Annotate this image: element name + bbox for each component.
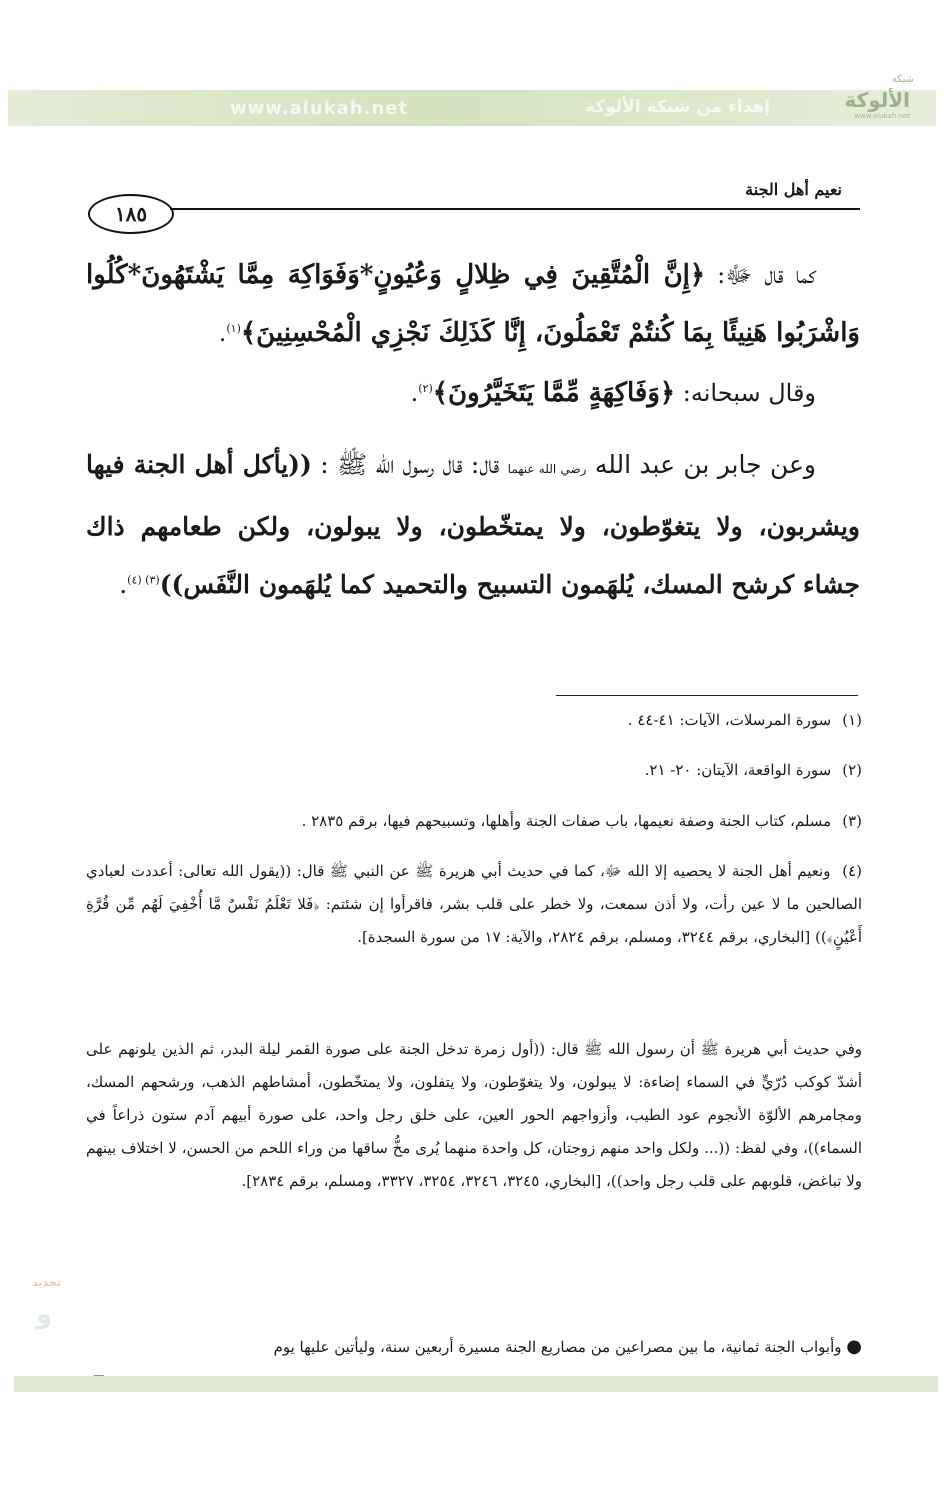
watermark-top-text: تجديد bbox=[32, 1276, 61, 1289]
bullet-icon: ● bbox=[846, 1336, 862, 1357]
quran-verse-1: ﴿إِنَّ الْمُتَّقِينَ فِي ظِلالٍ وَعُيُونٍ*وَفَوَاكِهَ مِمَّا يَشْتَهُونَ*كُلُوا وَاشْرَبُوا هَنِيئًا بِمَا كُنتُمْ تَعْمَلُونَ، إِنَّا كَذَلِكَ نَجْزِي الْمُحْسِنِينَ﴾ bbox=[86, 260, 860, 348]
p3-mid: قال: قال رسول الله ﷺ : bbox=[311, 450, 508, 479]
footnote-2 bbox=[86, 754, 862, 787]
p3-lead: وعن جابر بن عبد الله bbox=[586, 450, 816, 479]
hadith-text: ((يأكل أهل الجنة فيها ويشربون، ولا يتغوّطون، ولا يمتخّطون، ولا يبولون، ولكن طعامهم ذاك جشاء كرشح المسك، يُلهَمون التسبيح والتحميد كما يُلهَمون النَّفَس)) bbox=[86, 450, 860, 599]
header-rule bbox=[170, 208, 860, 210]
p2-lead: وقال سبحانه: bbox=[675, 379, 816, 407]
footnote-2-text: سورة الواقعة، الآيتان: ٢٠- ٢١. bbox=[644, 761, 832, 779]
site-banner bbox=[8, 74, 936, 126]
running-title: نعيم أهل الجنة bbox=[745, 180, 842, 199]
footnote-2-number: (٢) bbox=[842, 761, 862, 779]
footnote-ref-1: (١) bbox=[226, 322, 241, 335]
footnote-separator bbox=[556, 695, 858, 696]
watermark-logo bbox=[26, 1276, 90, 1368]
p1-lead: كما قال ﷻ: bbox=[705, 261, 816, 289]
footnote-bullet-text: وأبواب الجنة ثمانية، ما بين مصراعين من مصاريع الجنة مسيرة أربعين سنة، وليأتين عليها يوم bbox=[273, 1338, 842, 1356]
footnote-1 bbox=[86, 704, 862, 737]
footnote-3-number: (٣) bbox=[842, 812, 862, 830]
footnote-4 bbox=[86, 855, 862, 954]
bottom-band bbox=[14, 1376, 938, 1392]
footnote-bullet-item bbox=[86, 1330, 862, 1364]
footnote-3 bbox=[86, 805, 862, 838]
p3-end: . bbox=[119, 570, 128, 599]
alukah-logo bbox=[832, 74, 924, 124]
footnote-4-continued bbox=[86, 1033, 862, 1198]
p1-end: . bbox=[218, 319, 227, 347]
footnote-4-continued-text: وفي حديث أبي هريرة ﷺ أن رسول الله ﷺ قال: ((أول زمرة تدخل الجنة على صورة القمر ليلة البدر، ثم الذين يلونهم على أشدّ كوكب دُرّيٍّ في السماء إضاءة: لا يبولون، ولا يتغوّطون، ولا يتفلون، ولا يمتخّطون، أمشاطهم الذهب، ورشحهم المسك، ومجامرهم الألوّة الأنجوم عود الطيب، وأزواجهم الحور العين، على خلق رجل واحد، على صورة أبيهم آدم ستون ذراعاً في السماء))، وفي لفظ: ((... ولكل واحد منهم زوجتان، كل واحدة منهما يُرى مخُّ ساقها من وراء اللحم من الحسن، لا اختلاف بينهم ولا تباغض، قلوبهم على قلب رجل واحد))، [البخاري، ٣٢٤٥، ٣٢٤٦، ٣٢٥٤، ٣٣٢٧، ومسلم، برقم ٢٨٣٤]. bbox=[86, 1040, 862, 1190]
logo-word: الألوكة bbox=[844, 88, 910, 112]
p2-end: . bbox=[410, 379, 419, 407]
page-number: ١٨٥ bbox=[88, 194, 174, 234]
paragraph-1 bbox=[86, 246, 860, 362]
footnote-4-text: ونعيم أهل الجنة لا يحصيه إلا الله ﷻ، كما في حديث أبي هريرة ﷺ عن النبي ﷺ قال: ((يقول الله تعالى: أعددت لعبادي الصالحين ما لا عين رأت، ولا أذن سمعت، ولا خطر على قلب بشر، فاقرأوا إن شئتم: ﴿فَلا تَعْلَمُ نَفْسٌ مَّا أُخْفِيَ لَهُم مِّن قُرَّةِ أَعْيُنٍ﴾)) [البخاري، برقم ٣٢٤٤، ومسلم، برقم ٢٨٢٤، والآية: ١٧ من سورة السجدة]. bbox=[86, 862, 862, 946]
footnote-1-text: سورة المرسلات، الآيات: ٤١-٤٤ . bbox=[627, 711, 832, 729]
footnote-3-text: مسلم، كتاب الجنة وصفة نعيمها، باب صفات الجنة وأهلها، وتسبيحهم فيها، برقم ٢٨٣٥ . bbox=[301, 812, 832, 830]
footnote-1-number: (١) bbox=[842, 711, 862, 729]
watermark-mid-text: و bbox=[36, 1300, 53, 1330]
logo-small-text: شبكة bbox=[891, 74, 914, 85]
footnote-ref-3-4: (٣) (٤) bbox=[127, 573, 160, 587]
logo-site: www.alukah.net bbox=[854, 112, 910, 120]
quran-verse-2: ﴿وَفَاكِهَةٍ مِّمَّا يَتَخَيَّرُونَ﴾ bbox=[432, 378, 676, 408]
banner-url: www.alukah.net bbox=[230, 98, 409, 119]
banner-text: إهداء من شبكة الألوكة bbox=[584, 97, 770, 117]
honorific: رضي الله عنهما bbox=[507, 462, 587, 476]
footnote-ref-2: (٢) bbox=[418, 382, 433, 395]
paragraph-3 bbox=[86, 436, 860, 614]
paragraph-2 bbox=[86, 364, 860, 422]
footnote-4-number: (٤) bbox=[842, 862, 862, 880]
